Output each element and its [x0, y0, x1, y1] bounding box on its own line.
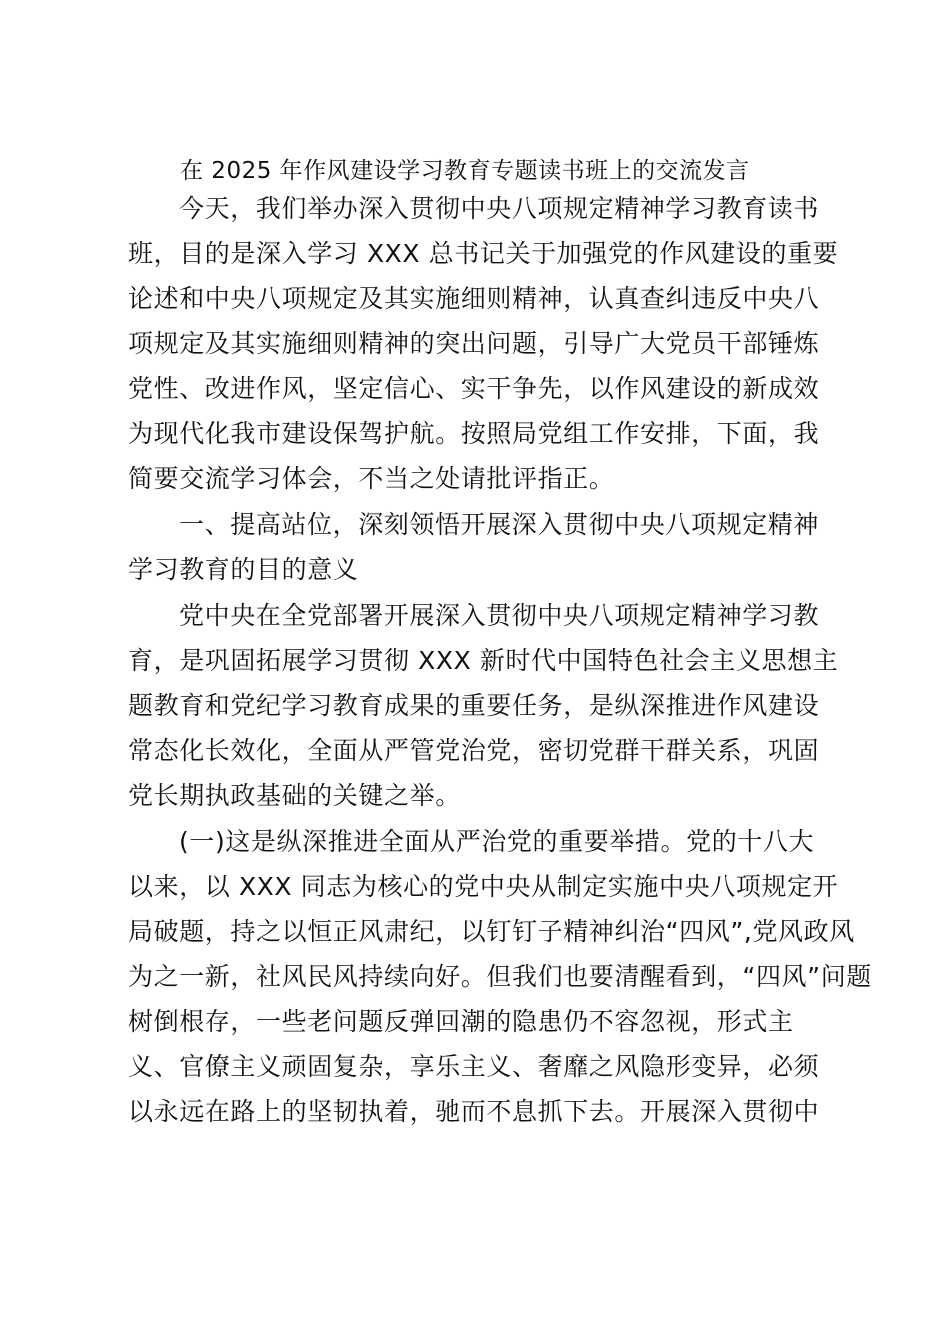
paragraph-line: 简要交流学习体会，不当之处请批评指正。: [128, 464, 615, 493]
paragraph-line: 以永远在路上的坚韧执着，驰而不息抓下去。开展深入贯彻中: [128, 1097, 820, 1126]
paragraph-line: 局破题，持之以恒正风肃纪，以钉钉子精神纠治“四风”,党风政风: [128, 917, 855, 946]
section-heading-line: 学习教育的目的意义: [128, 555, 359, 584]
paragraph-line: 班，目的是深入学习 XXX 总书记关于加强党的作风建设的重要: [128, 239, 839, 268]
section-heading-line: 一、提高站位，深刻领悟开展深入贯彻中央八项规定精神: [179, 510, 820, 539]
paragraph-line: 论述和中央八项规定及其实施细则精神，认真查纠违反中央八: [128, 284, 820, 313]
paragraph-line: 党中央在全党部署开展深入贯彻中央八项规定精神学习教: [179, 601, 820, 630]
paragraph-line: 育，是巩固拓展学习贯彻 XXX 新时代中国特色社会主义思想主: [128, 646, 839, 675]
paragraph-line: 为之一新，社风民风持续向好。但我们也要清醒看到，“四风”问题: [128, 962, 872, 991]
paragraph-line: 义、官僚主义顽固复杂，享乐主义、奢靡之风隐形变异，必须: [128, 1052, 820, 1081]
document-title: 在 2025 年作风建设学习教育专题读书班上的交流发言: [180, 158, 750, 184]
paragraph-line: 树倒根存，一些老问题反弹回潮的隐患仍不容忽视，形式主: [128, 1007, 794, 1036]
paragraph-line: (一)这是纵深推进全面从严治党的重要举措。党的十八大: [179, 827, 815, 856]
paragraph-line: 常态化长效化，全面从严管党治党，密切党群干群关系，巩固: [128, 736, 820, 765]
paragraph-line: 题教育和党纪学习教育成果的重要任务，是纵深推进作风建设: [128, 691, 820, 720]
paragraph-line: 为现代化我市建设保驾护航。按照局党组工作安排，下面，我: [128, 419, 820, 448]
paragraph-line: 以来，以 XXX 同志为核心的党中央从制定实施中央八项规定开: [128, 872, 839, 901]
paragraph-line: 党长期执政基础的关键之举。: [128, 781, 461, 810]
paragraph-line: 项规定及其实施细则精神的突出问题，引导广大党员干部锤炼: [128, 329, 820, 358]
paragraph-line: 党性、改进作风，坚定信心、实干争先，以作风建设的新成效: [128, 374, 820, 403]
paragraph-line: 今天，我们举办深入贯彻中央八项规定精神学习教育读书: [179, 194, 820, 223]
